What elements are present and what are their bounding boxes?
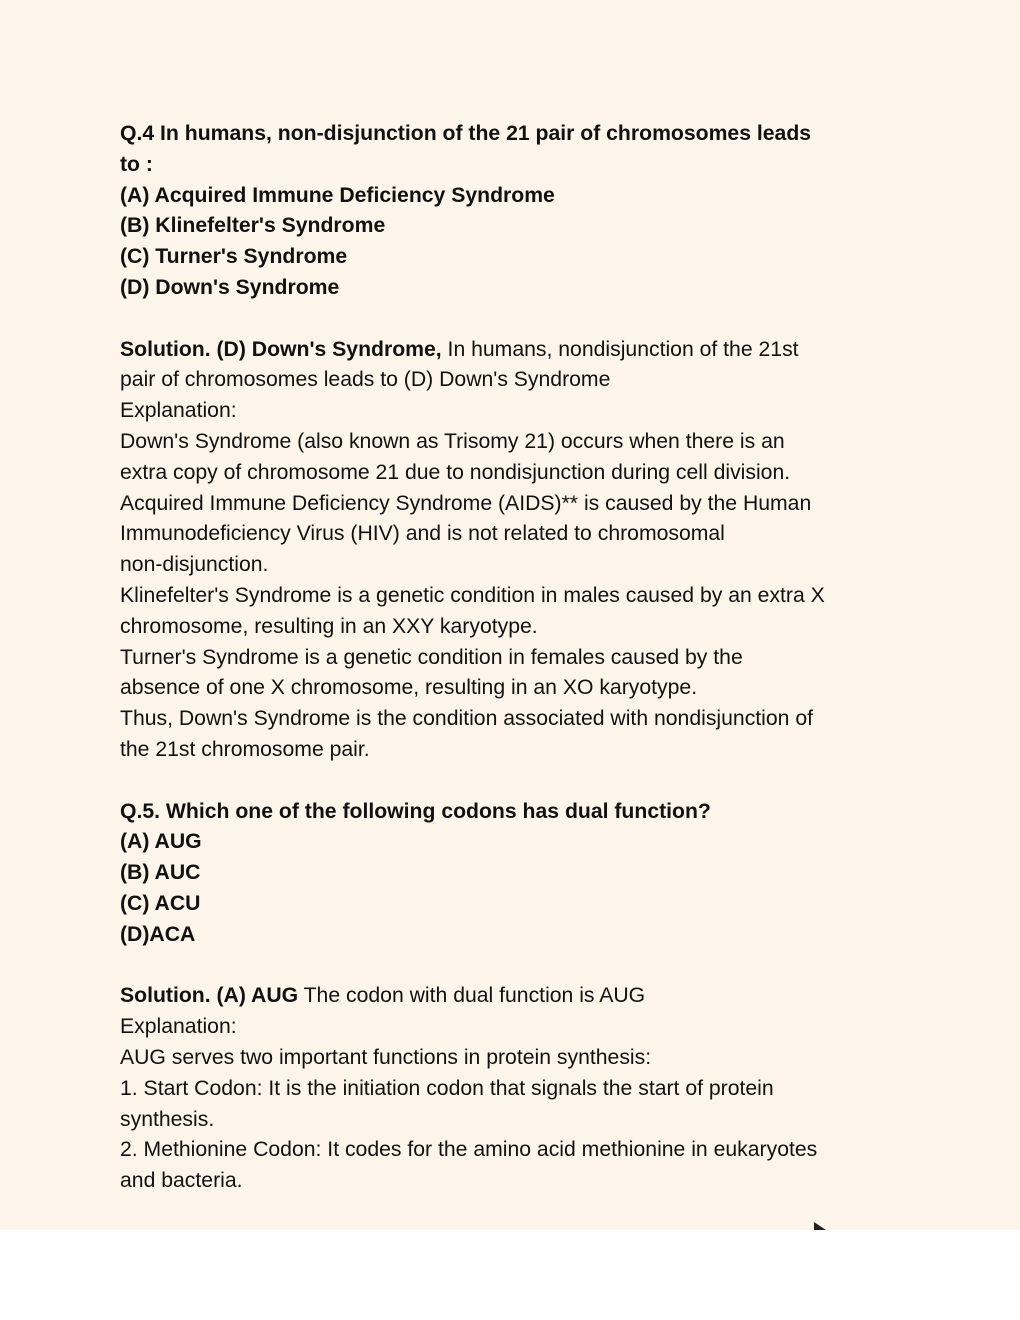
solution-line: 1. Start Codon: It is the initiation codon that signals the start of protein — [120, 1076, 774, 1100]
solution-line: Explanation: — [120, 399, 237, 423]
option-a: (A) Acquired Immune Deficiency Syndrome — [120, 183, 555, 207]
solution-text: The codon with dual function is AUG — [298, 984, 646, 1008]
option-d: (D)ACA — [120, 922, 196, 946]
solution-line: AUG serves two important functions in protein synthesis: — [120, 1045, 652, 1069]
solution-line: chromosome, resulting in an XXY karyotype. — [120, 614, 538, 638]
solution-line: non-disjunction. — [120, 553, 269, 577]
solution-line: extra copy of chromosome 21 due to nondisjunction during cell division. — [120, 460, 791, 484]
solution-line: 2. Methionine Codon: It codes for the amino acid methionine in eukaryotes — [120, 1138, 818, 1162]
solution-answer: Solution. (A) AUG — [120, 984, 299, 1008]
solution-line: Down's Syndrome (also known as Trisomy 21) occurs when there is an — [120, 429, 785, 453]
solution-line: and bacteria. — [120, 1169, 243, 1193]
option-a: (A) AUG — [120, 830, 202, 854]
solution-line: the 21st chromosome pair. — [120, 737, 370, 761]
document-content — [120, 119, 825, 1197]
question-text: to : — [120, 152, 153, 176]
solution-4 — [120, 335, 825, 766]
solution-text: In humans, nondisjunction of the 21st — [441, 337, 799, 361]
solution-5 — [120, 981, 825, 1197]
question-4 — [120, 119, 825, 304]
solution-line: Thus, Down's Syndrome is the condition associated with nondisjunction of — [120, 707, 814, 731]
solution-line: Explanation: — [120, 1015, 237, 1039]
solution-line: Immunodeficiency Virus (HIV) and is not related to chromosomal — [120, 522, 725, 546]
solution-line: Acquired Immune Deficiency Syndrome (AIDS)** is caused by the Human — [120, 491, 812, 515]
option-b: (B) Klinefelter's Syndrome — [120, 214, 386, 238]
question-text: Q.5. Which one of the following codons has dual function? — [120, 799, 711, 823]
solution-line: Turner's Syndrome is a genetic condition in females caused by the — [120, 645, 743, 669]
solution-answer: Solution. (D) Down's Syndrome, — [120, 337, 442, 361]
mouse-cursor-icon — [814, 1222, 826, 1230]
option-d: (D) Down's Syndrome — [120, 275, 340, 299]
option-b: (B) AUC — [120, 861, 201, 885]
solution-line: absence of one X chromosome, resulting in an XO karyotype. — [120, 676, 698, 700]
question-5 — [120, 797, 825, 951]
option-c: (C) Turner's Syndrome — [120, 245, 348, 269]
question-text: Q.4 In humans, non-disjunction of the 21 pair of chromosomes leads — [120, 122, 812, 145]
option-c: (C) ACU — [120, 891, 201, 915]
solution-line: pair of chromosomes leads to (D) Down's Syndrome — [120, 368, 611, 392]
solution-line: Klinefelter's Syndrome is a genetic condition in males caused by an extra X — [120, 583, 825, 607]
solution-line: synthesis. — [120, 1107, 215, 1131]
